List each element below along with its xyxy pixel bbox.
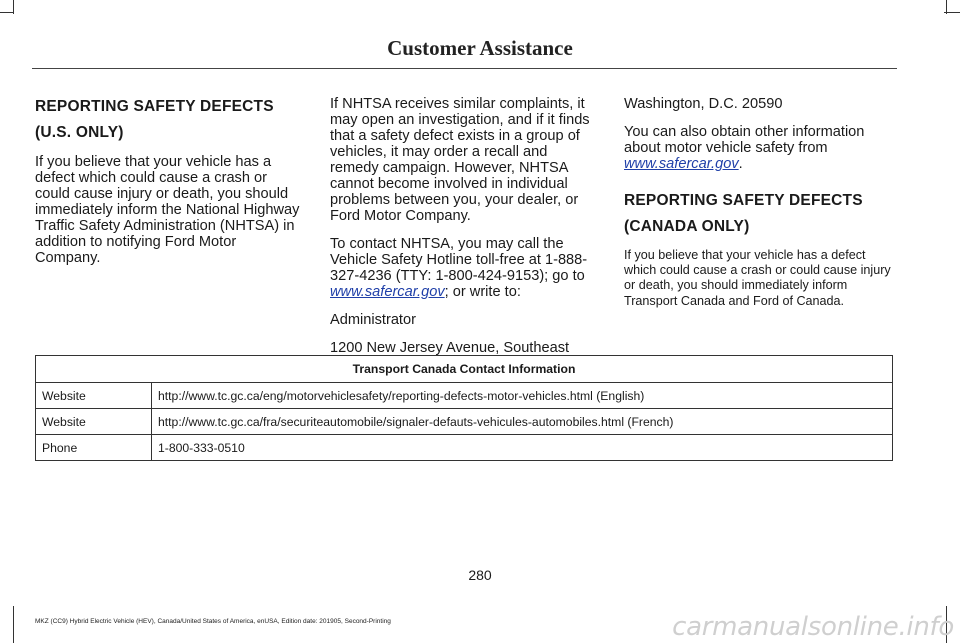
page-title: Customer Assistance — [387, 36, 573, 60]
paragraph: If you believe that your vehicle has a defect which could cause a crash or could cause injury or death, you should immediately inform Transport Canada and Ford of Canada. — [624, 248, 891, 308]
safercar-link[interactable]: www.safercar.gov — [330, 284, 445, 300]
section-subheading: (CANADA ONLY) — [624, 218, 750, 235]
header-rule — [32, 68, 897, 69]
paragraph-text: You can also obtain other information about motor vehicle safety from — [624, 124, 865, 156]
column-1 — [35, 96, 305, 278]
row-value: 1-800-333-0510 — [152, 435, 893, 461]
row-label: Phone — [36, 435, 152, 461]
row-value: http://www.tc.gc.ca/eng/motorvehiclesafety/reporting-defects-motor-vehicles.html (English) — [152, 383, 893, 409]
crop-mark — [13, 606, 14, 643]
watermark: carmanualsonline.info — [672, 612, 954, 642]
address-line: Administrator — [330, 312, 416, 328]
contact-table — [35, 355, 893, 461]
paragraph: If NHTSA receives similar complaints, it may open an investigation, and if it finds that a safety defect exists in a group of vehicles, it may order a recall and remedy campaign. However, NHTSA cannot become involved in individual problems between you, your dealer, or Ford Motor Company. — [330, 96, 590, 224]
paragraph: If you believe that your vehicle has a defect which could cause a crash or could cause injury or death, you should immediately inform the National Highway Traffic Safety Administration (NHTSA) in addition to notifying Ford Motor Company. — [35, 154, 300, 266]
paragraph-text: ; or write to: — [444, 284, 521, 300]
crop-mark — [13, 0, 14, 14]
crop-mark — [946, 0, 947, 14]
paragraph — [624, 124, 894, 172]
table-row — [36, 409, 893, 435]
column-3 — [624, 96, 894, 321]
table-title: Transport Canada Contact Information — [36, 356, 893, 383]
table-header-row — [36, 356, 893, 383]
row-label: Website — [36, 409, 152, 435]
table-row — [36, 435, 893, 461]
section-subheading: (U.S. ONLY) — [35, 124, 124, 141]
section-heading — [35, 96, 305, 118]
paragraph — [330, 236, 600, 300]
section-heading: REPORTING SAFETY DEFECTS — [624, 192, 863, 209]
paragraph-text: . — [738, 156, 743, 172]
edition-footer: MKZ (CC9) Hybrid Electric Vehicle (HEV), Canada/United States of America, enUSA, Edition date: 201905, Second-Printing — [35, 618, 391, 625]
safercar-link[interactable]: www.safercar.gov — [624, 156, 739, 172]
address-line: Washington, D.C. 20590 — [624, 96, 783, 112]
row-value: http://www.tc.gc.ca/fra/securiteautomobile/signaler-defauts-vehicules-automobiles.html (French) — [152, 409, 893, 435]
paragraph-text: To contact NHTSA, you may call the Vehicle Safety Hotline toll-free at 1-888-327-4236 (TTY: 1-800-424-9153); go to — [330, 236, 588, 284]
row-label: Website — [36, 383, 152, 409]
section-heading-line1: REPORTING SAFETY DEFECTS — [35, 98, 274, 115]
address-line: 1200 New Jersey Avenue, Southeast — [330, 340, 570, 356]
crop-mark — [0, 12, 14, 13]
table-row — [36, 383, 893, 409]
column-2 — [330, 96, 600, 368]
page-number: 280 — [468, 567, 492, 583]
